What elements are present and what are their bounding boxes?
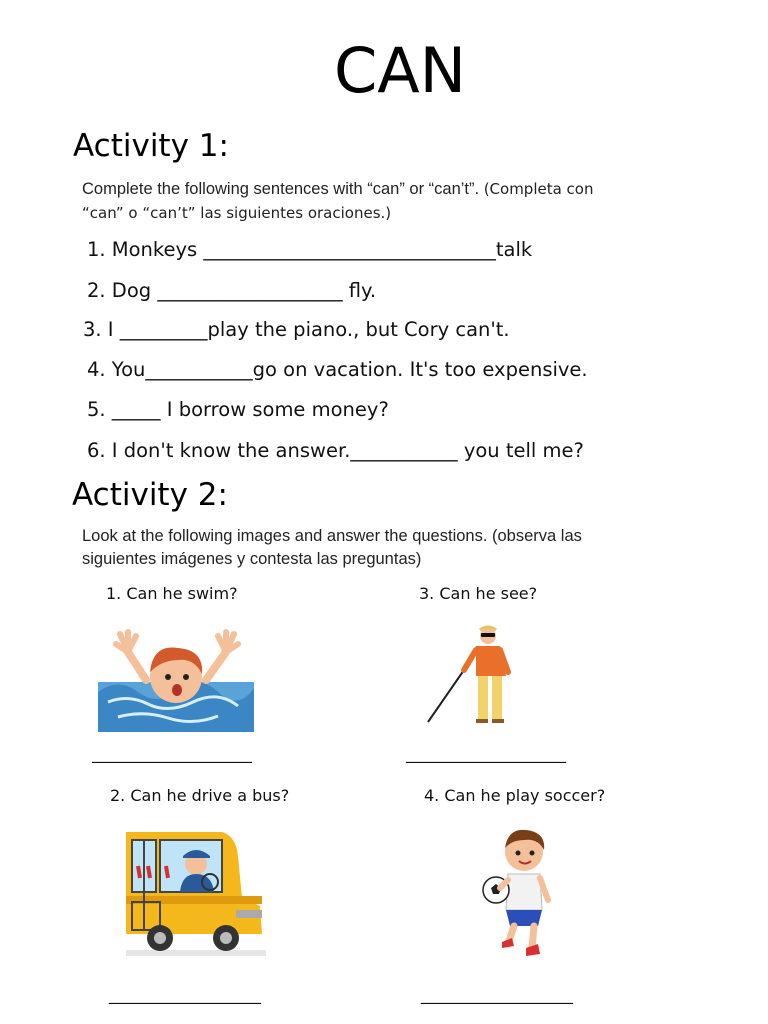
- activity-2-instruction-line-1: Look at the following images and answer the questions. (observa las: [82, 527, 582, 545]
- answer-line-1[interactable]: ____________________: [92, 744, 252, 763]
- activity-2-instruction-line-2: siguientes imágenes y contesta las preguntas): [82, 550, 422, 568]
- sentence-6: 6. I don't know the answer.___________ you tell me?: [87, 439, 584, 462]
- instruction-spanish: (Completa con: [483, 180, 594, 198]
- sentence-3: 3. I _________play the piano., but Cory can't.: [83, 318, 510, 341]
- page-title: CAN: [333, 34, 467, 107]
- question-4: 4. Can he play soccer?: [424, 786, 606, 805]
- bus-driver-image: [126, 826, 266, 956]
- activity-1-instruction-line-2: [82, 201, 391, 225]
- question-2: 2. Can he drive a bus?: [110, 786, 290, 805]
- activity-1-instruction-line-1: [82, 177, 594, 201]
- activity-1-heading: Activity 1:: [73, 128, 229, 164]
- sentence-4: 4. You___________go on vacation. It's too expensive.: [87, 358, 588, 381]
- instruction-spanish-2: “can” o “can’t” las siguientes oraciones.): [82, 204, 392, 222]
- drowning-boy-image: [98, 622, 254, 732]
- instruction-english: Complete the following sentences with “can” or “can’t”.: [82, 180, 484, 198]
- answer-line-2[interactable]: ___________________: [109, 985, 261, 1004]
- sentence-1: 1. Monkeys ______________________________talk: [87, 238, 533, 261]
- question-1: 1. Can he swim?: [106, 584, 238, 603]
- sentence-2: 2. Dog ___________________ fly.: [87, 279, 377, 302]
- sentence-5: 5. _____ I borrow some money?: [87, 398, 389, 421]
- activity-2-heading: Activity 2:: [72, 477, 228, 513]
- question-3: 3. Can he see?: [419, 584, 538, 603]
- blind-man-with-cane-image: [420, 622, 530, 726]
- boy-with-soccer-ball-image: [478, 826, 558, 962]
- answer-line-3[interactable]: ____________________: [406, 744, 566, 763]
- answer-line-4[interactable]: ___________________: [421, 985, 573, 1004]
